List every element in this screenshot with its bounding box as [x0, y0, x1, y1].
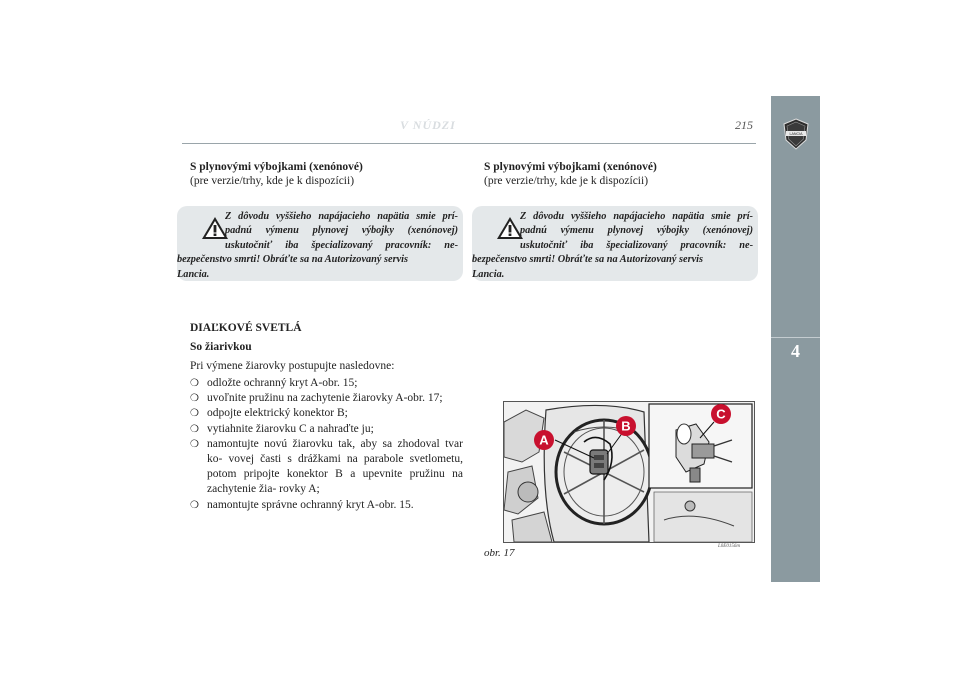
steps-list [190, 376, 463, 513]
chapter-sidebar [771, 96, 820, 582]
page-number: 215 [735, 118, 753, 132]
list-item [190, 391, 463, 406]
step-text: vytiahnite žiarovku C a nahraďte ju; [207, 422, 374, 435]
bullet-icon: ❍ [190, 393, 199, 405]
step-text: namontujte novú žiarovku tak, aby sa zhodoval tvar ko- vovej časti s drážkami na parabole svetlometu, potom pripojte konektor B a upevnite pružinu na zachytenie žia- rovky A; [207, 437, 463, 496]
section-title: DIAĽKOVÉ SVETLÁ [190, 322, 302, 334]
label-c: C [716, 406, 726, 422]
step-text: uvoľnite pružinu na zachytenie žiarovky A-obr. 17; [207, 392, 443, 405]
warning-line: bezpečenstvo smrti! Obráťte sa na Autorizovaný servis [472, 254, 704, 266]
right-warning-box [472, 206, 758, 281]
section-intro: Pri výmene žiarovky postupujte nasledovne: [190, 360, 395, 372]
left-heading: S plynovými výbojkami (xenónové) [190, 161, 363, 173]
warning-line: Z dôvodu vyššieho napájacieho napätia smie prí- [225, 211, 458, 222]
bullet-icon: ❍ [190, 423, 199, 435]
warning-line: Lancia. [177, 268, 210, 280]
header-rule [182, 143, 756, 144]
right-subtext: (pre verzie/trhy, kde je k dispozícii) [484, 175, 649, 187]
section-subtitle: So žiarivkou [190, 341, 252, 353]
figure-code: L0E0156m [718, 544, 740, 549]
left-warning-box [177, 206, 463, 281]
bullet-icon: ❍ [190, 378, 199, 389]
label-b: B [621, 418, 631, 434]
label-a: A [539, 432, 549, 448]
warning-line: uskutočniť iba špecializovaný pracovník: ne- [520, 239, 753, 251]
warning-line: padnú výmenu plynovej výbojky (xenónovej) [520, 225, 753, 237]
warning-line: uskutočniť iba špecializovaný pracovník: ne- [225, 239, 458, 251]
headlight-illustration [504, 402, 754, 542]
warning-line: Z dôvodu vyššieho napájacieho napätia smie prí- [520, 211, 753, 222]
bullet-icon: ❍ [190, 499, 199, 511]
figure-caption: obr. 17 [484, 547, 515, 559]
bullet-icon: ❍ [190, 438, 199, 450]
warning-line: padnú výmenu plynovej výbojky (xenónovej) [225, 225, 458, 237]
bullet-icon: ❍ [190, 408, 199, 420]
logo-text: LANCIA [789, 132, 803, 136]
list-item [190, 422, 463, 437]
left-subtext: (pre verzie/trhy, kde je k dispozícii) [190, 175, 355, 187]
right-heading: S plynovými výbojkami (xenónové) [484, 161, 657, 173]
step-text: odpojte elektrický konektor B; [207, 407, 348, 420]
list-item [190, 437, 463, 498]
right-warning-text [472, 210, 753, 282]
step-text: namontujte správne ochranný kryt A-obr. 15. [207, 498, 414, 511]
warning-line: Lancia. [472, 268, 505, 280]
chapter-number: 4 [791, 341, 800, 361]
warning-line: bezpečenstvo smrti! Obráťte sa na Autorizovaný servis [177, 254, 409, 266]
list-item [190, 406, 463, 421]
left-warning-text [177, 210, 458, 282]
step-text: odložte ochranný kryt A-obr. 15; [207, 377, 358, 389]
list-item [190, 498, 463, 513]
headlight-figure [503, 401, 755, 543]
running-title: V NÚDZI [400, 118, 456, 132]
sidebar-divider [771, 337, 820, 338]
lancia-logo-icon [783, 118, 809, 150]
list-item [190, 376, 463, 391]
